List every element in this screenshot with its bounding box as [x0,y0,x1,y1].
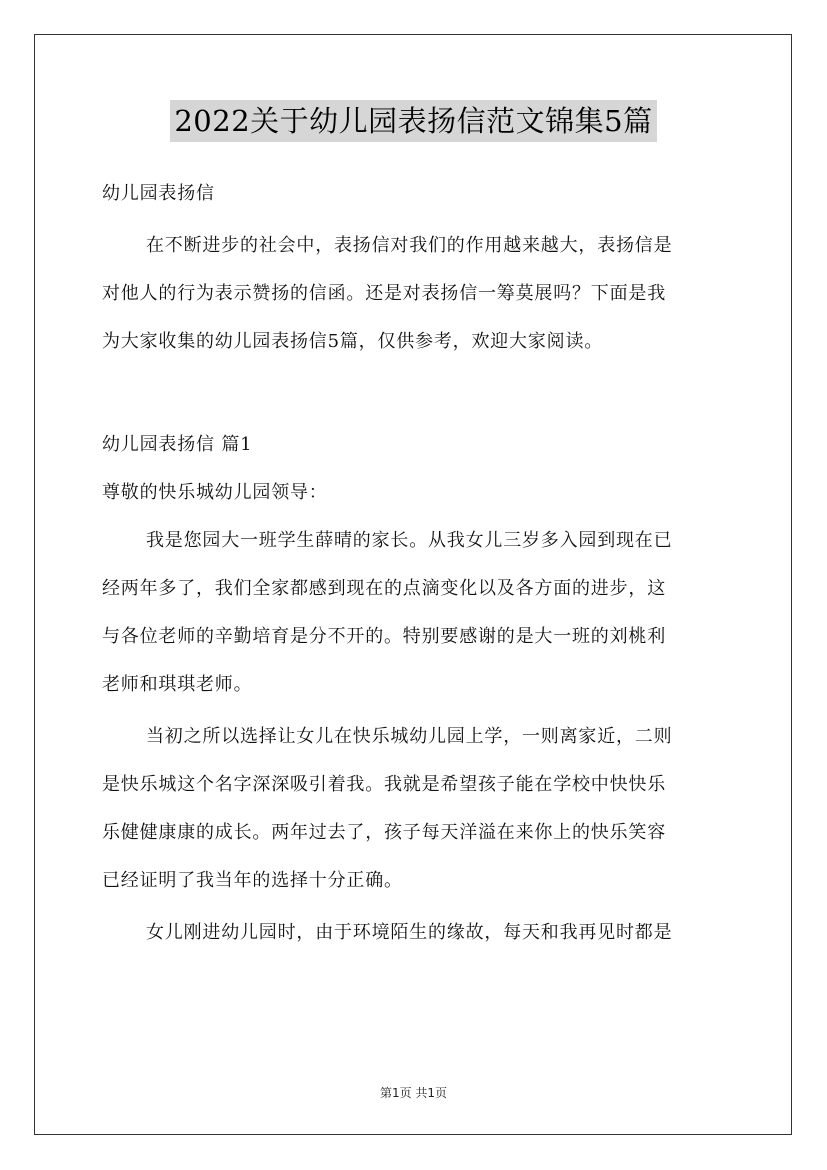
para1-line-2: 经两年多了，我们全家都感到现在的点滴变化以及各方面的进步，这 [102,578,666,599]
para2-line-2: 是快乐城这个名字深深吸引着我。我就是希望孩子能在学校中快快乐 [102,774,666,795]
para1-line-3: 与各位老师的辛勤培育是分不开的。特别要感谢的是大一班的刘桃利 [102,626,666,647]
title-area [0,100,827,142]
section-heading: 幼儿园表扬信 [102,183,215,204]
intro-line-2: 对他人的行为表示赞扬的信函。还是对表扬信一筹莫展吗？下面是我 [102,283,666,304]
page-footer: 第1页 共1页 [379,1086,448,1100]
para3-line-1: 女儿刚进幼儿园时，由于环境陌生的缘故，每天和我再见时都是 [146,922,673,943]
para1-line-1: 我是您园大一班学生薛晴的家长。从我女儿三岁多入园到现在已 [146,530,673,551]
salutation: 尊敬的快乐城幼儿园领导： [102,482,328,503]
document-title: 2022关于幼儿园表扬信范文锦集5篇 [170,100,656,142]
para2-line-3: 乐健健康康的成长。两年过去了，孩子每天洋溢在来你上的快乐笑容 [102,822,666,843]
para2-line-1: 当初之所以选择让女儿在快乐城幼儿园上学，一则离家近，二则 [146,726,673,747]
para1-line-4: 老师和琪琪老师。 [102,674,253,695]
intro-line-3: 为大家收集的幼儿园表扬信5篇，仅供参考，欢迎大家阅读。 [102,331,604,352]
article-heading: 幼儿园表扬信 篇1 [102,434,253,455]
document-body [102,170,726,957]
intro-line-1: 在不断进步的社会中，表扬信对我们的作用越来越大，表扬信是 [146,235,673,256]
para2-line-4: 已经证明了我当年的选择十分正确。 [102,870,403,891]
